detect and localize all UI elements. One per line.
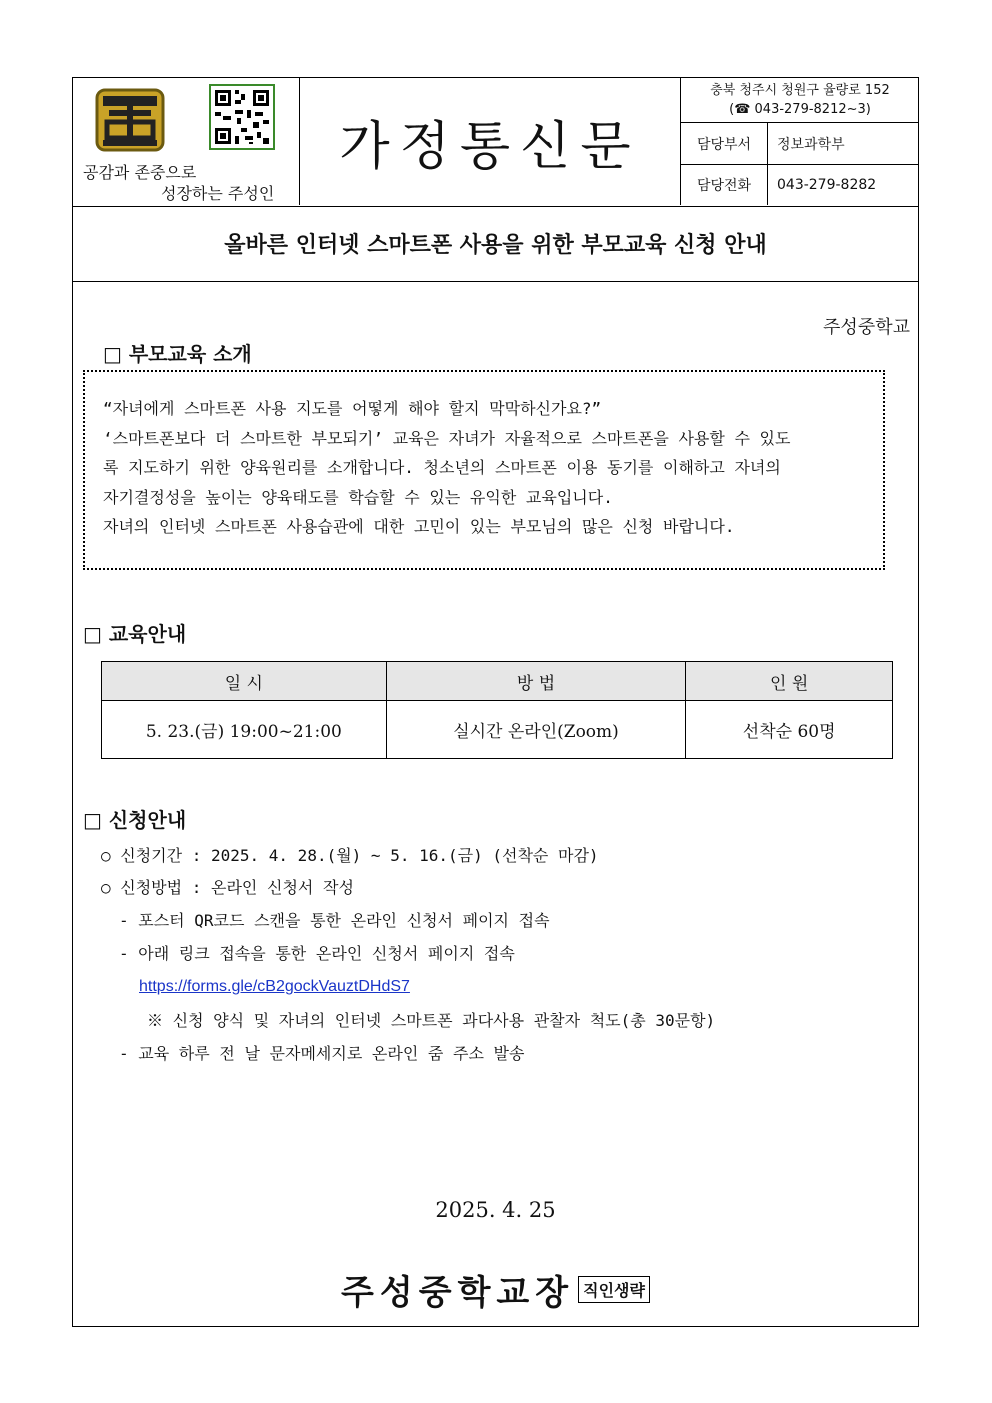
phone-row [681, 164, 919, 205]
address-block [681, 78, 919, 123]
issue-date: 2025. 4. 25 [435, 1198, 556, 1222]
table-header-row [102, 662, 893, 701]
cell-method: 실시간 온라인(Zoom) [386, 701, 686, 759]
column-header-method: 방 법 [386, 662, 686, 701]
education-heading: □ 교육안내 [83, 622, 187, 646]
title-cell [300, 78, 681, 205]
intro-line: 자기결정성을 높이는 양육태도를 학습할 수 있는 유익한 교육입니다. [103, 487, 613, 507]
school-emblem-icon [95, 88, 165, 152]
apply-qr-scan: - 포스터 QR코드 스캔을 통한 온라인 신청서 페이지 접속 [119, 911, 550, 930]
phone-label: 담당전화 [681, 164, 768, 205]
signature-row [73, 1265, 918, 1314]
intro-heading: □ 부모교육 소개 [103, 342, 252, 366]
department-value: 정보과학부 [777, 136, 845, 153]
apply-heading: □ 신청안내 [83, 808, 187, 832]
address: 충북 청주시 청원구 율량로 152 [710, 83, 890, 98]
slogan-line1: 공감과 존중으로 [83, 163, 197, 182]
contact-info [681, 78, 919, 205]
cell-capacity: 선착순 60명 [686, 701, 893, 759]
letter-header [73, 78, 918, 207]
education-table [101, 661, 893, 759]
school-name: 주성중학교 [823, 317, 910, 338]
document-frame [72, 77, 919, 1327]
intro-line: 록 지도하기 위한 양육원리를 소개합니다. 청소년의 스마트폰 이용 동기를 이해하고 자녀의 [103, 458, 781, 477]
logo-cell [73, 78, 300, 205]
intro-line: ‘스마트폰보다 더 스마트한 부모되기’ 교육은 자녀가 자율적으로 스마트폰을 사용할 수 있도 [103, 428, 791, 448]
letter-title: 가정통신문 [339, 117, 641, 177]
intro-line: “자녀에게 스마트폰 사용 지도를 어떻게 해야 할지 막막하신가요?” [103, 399, 602, 418]
cell-datetime: 5. 23.(금) 19:00~21:00 [102, 701, 387, 759]
intro-line: 자녀의 인터넷 스마트폰 사용습관에 대한 고민이 있는 부모님의 많은 신청 바랍니다. [103, 517, 735, 536]
table-row [102, 701, 893, 759]
apply-note: ※ 신청 양식 및 자녀의 인터넷 스마트폰 과다사용 관찰자 척도(총 30문항) [147, 1011, 716, 1030]
subject-title: 올바른 인터넷 스마트폰 사용을 위한 부모교육 신청 안내 [73, 206, 918, 282]
department-label: 담당부서 [681, 123, 768, 164]
apply-zoom-notice: - 교육 하루 전 날 문자메세지로 온라인 줌 주소 발송 [119, 1044, 525, 1063]
slogan-line2: 성장하는 주성인 [161, 184, 275, 203]
apply-method: ○ 신청방법 : 온라인 신청서 작성 [101, 878, 354, 897]
address-phone: (☎ 043-279-8212~3) [729, 102, 871, 117]
apply-link-access: - 아래 링크 접속을 통한 온라인 신청서 페이지 접속 [119, 944, 515, 963]
apply-period: ○ 신청기간 : 2025. 4. 28.(월) ~ 5. 16.(금) (선착순 마감) [101, 846, 599, 865]
application-form-link[interactable]: https://forms.gle/cB2gockVauztDHdS7 [139, 978, 410, 995]
phone-value: 043-279-8282 [777, 176, 877, 193]
column-header-capacity: 인 원 [686, 662, 893, 701]
department-row [681, 123, 919, 165]
column-header-datetime: 일 시 [102, 662, 387, 701]
qr-code-icon [209, 84, 275, 150]
seal-omitted-stamp: 직인생략 [578, 1276, 650, 1303]
intro-box [83, 370, 885, 570]
principal-title: 주성중학교장 [341, 1273, 575, 1313]
